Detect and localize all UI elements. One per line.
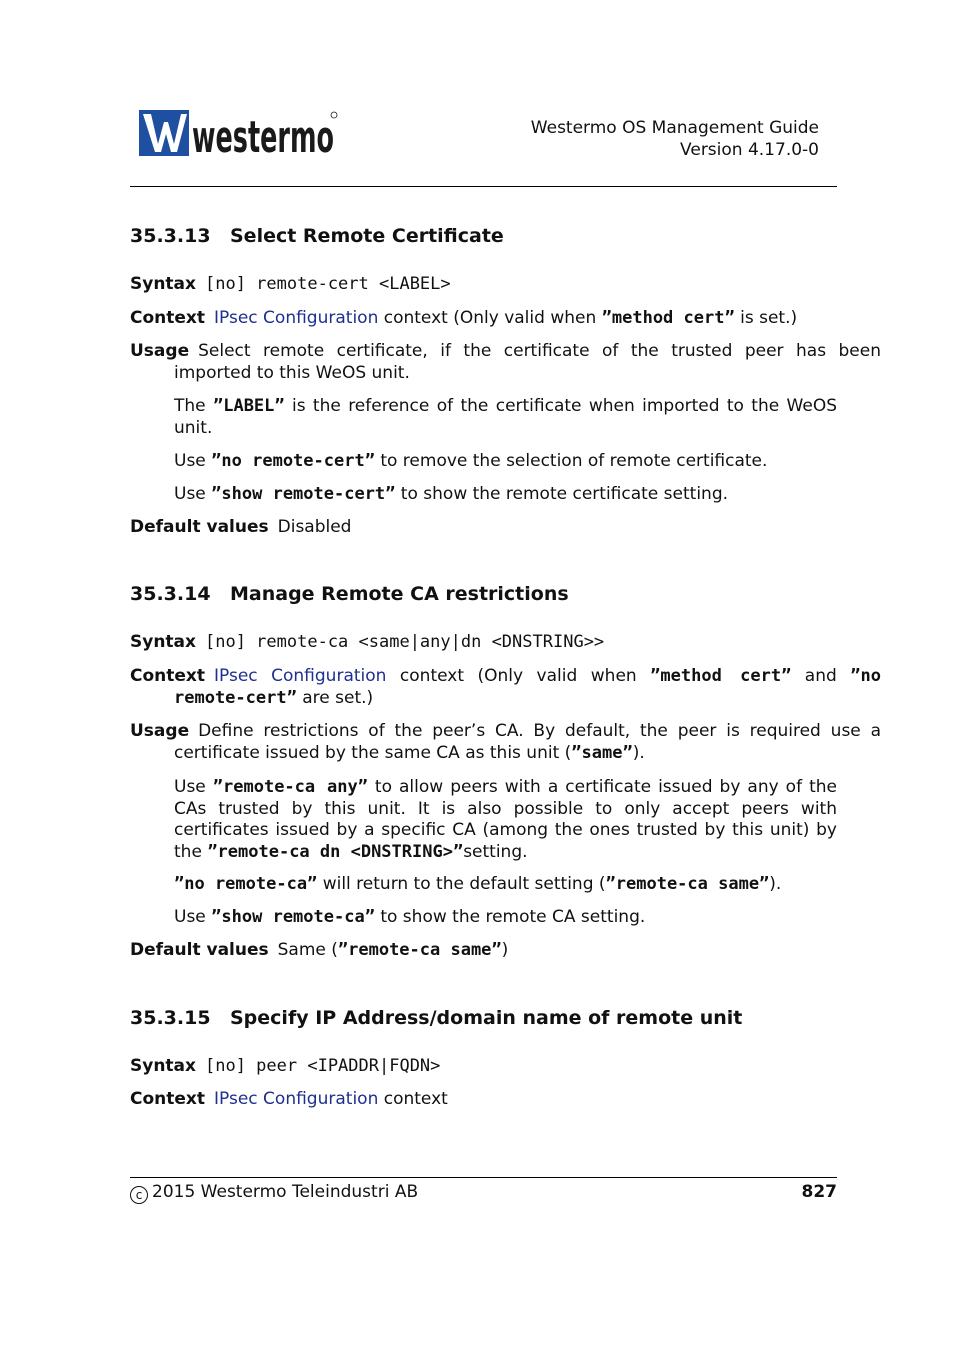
copyright-icon: c bbox=[130, 1186, 148, 1204]
ipsec-configuration-link[interactable]: IPsec Configuration bbox=[214, 308, 379, 328]
westermo-logo bbox=[139, 110, 339, 163]
usage-paragraph: The ”LABEL” is the reference of the certificate when imported to the WeOS unit. bbox=[174, 396, 837, 438]
usage-paragraph: Use ”no remote-cert” to remove the selection of remote certificate. bbox=[174, 451, 768, 471]
guide-title: Westermo OS Management Guide bbox=[530, 118, 819, 138]
context-entry: Context IPsec Configuration context (Only valid when ”method cert” is set.) bbox=[130, 308, 798, 328]
svg-text:westermo: westermo bbox=[192, 112, 334, 163]
syntax-code: [no] remote-ca <same|any|dn <DNSTRING>> bbox=[205, 632, 605, 652]
usage-paragraph: Use ”remote-ca any” to allow peers with a certificate issued by any of the CAs trusted by this unit. It is also possible to only accept peers with certificates issued by a specific CA (among the ones trusted by this unit) by the ”remote-ca dn <DNSTRING>”setting. bbox=[174, 777, 837, 862]
ipsec-configuration-link[interactable]: IPsec Configuration bbox=[214, 666, 387, 686]
ipsec-configuration-link[interactable]: IPsec Configuration bbox=[214, 1089, 379, 1109]
context-entry: Context IPsec Configuration context (Only valid when ”method cert” and ”no remote-cert” are set.) bbox=[130, 666, 881, 708]
syntax-code: [no] remote-cert <LABEL> bbox=[205, 274, 451, 294]
usage-paragraph: ”no remote-ca” will return to the default setting (”remote-ca same”). bbox=[174, 874, 782, 894]
page-footer bbox=[130, 1182, 837, 1204]
document-header bbox=[531, 117, 819, 161]
usage-paragraph: Use ”show remote-cert” to show the remote certificate setting. bbox=[174, 484, 729, 504]
section-heading-35-3-15: 35.3.15 Specify IP Address/domain name of remote unit bbox=[130, 1007, 743, 1029]
default-values-entry: Default values Disabled bbox=[130, 517, 352, 537]
header-rule bbox=[130, 186, 837, 187]
default-values-entry: Default values Same (”remote-ca same”) bbox=[130, 940, 509, 960]
usage-entry: Usage Select remote certificate, if the certificate of the trusted peer has been imported to this WeOS unit. bbox=[130, 341, 881, 383]
syntax-entry: Syntax [no] remote-cert <LABEL> bbox=[130, 274, 451, 294]
usage-entry: Usage Define restrictions of the peer’s CA. By default, the peer is required use a certificate issued by the same CA as this unit (”same”). bbox=[130, 721, 881, 763]
guide-version: Version 4.17.0-0 bbox=[680, 140, 819, 160]
usage-paragraph: Use ”show remote-ca” to show the remote CA setting. bbox=[174, 907, 646, 927]
syntax-entry: Syntax [no] remote-ca <same|any|dn <DNSTRING>> bbox=[130, 632, 605, 652]
syntax-code: [no] peer <IPADDR|FQDN> bbox=[205, 1056, 441, 1076]
page-number: 827 bbox=[801, 1182, 837, 1202]
section-heading-35-3-13: 35.3.13 Select Remote Certificate bbox=[130, 225, 504, 247]
context-entry: Context IPsec Configuration context bbox=[130, 1089, 448, 1109]
syntax-entry: Syntax [no] peer <IPADDR|FQDN> bbox=[130, 1056, 441, 1076]
footer-rule bbox=[130, 1177, 837, 1178]
copyright-text: 2015 Westermo Teleindustri AB bbox=[152, 1182, 419, 1202]
section-heading-35-3-14: 35.3.14 Manage Remote CA restrictions bbox=[130, 583, 569, 605]
